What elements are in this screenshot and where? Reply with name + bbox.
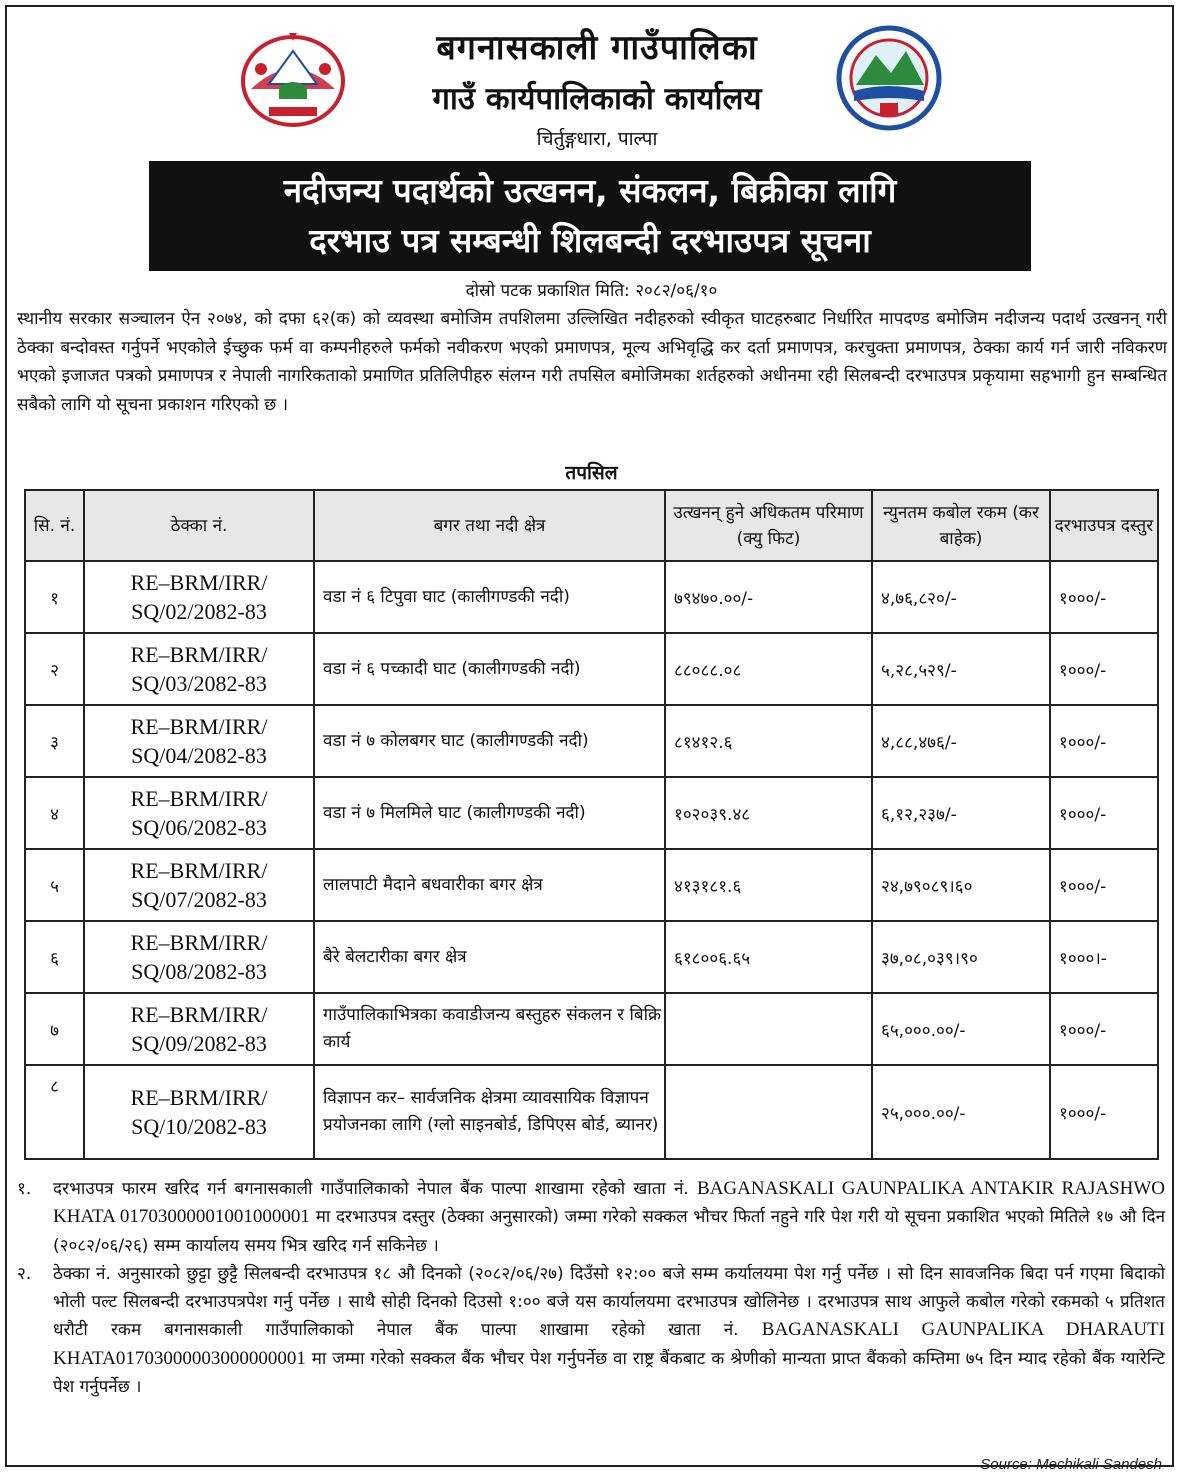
notes-section (17, 1175, 1165, 1401)
table-row (25, 561, 1158, 633)
note-text-part-2: मा दरभाउपत्र दस्तुर (ठेक्का अनुसारको) जम्मा गरेको सक्कल भौचर फिर्ता नहुने गरि पेश गरी यो सूचना प्रकाशित भएको मितिले १७ औ दिन (२०८२/०६/२६) सम्म कार्यालय समय भित्र खरिद गर्न सकिनेछ । (53, 1207, 1166, 1256)
row-quantity: ४१३१८१.६ (665, 849, 872, 921)
row-quantity: १०२०३९.४८ (665, 777, 872, 849)
contract-no-line-1: RE–BRM/IRR/ (130, 786, 268, 811)
row-fee: १०००/- (1050, 1065, 1158, 1159)
contract-no-line-2: SQ/09/2082-83 (131, 1031, 267, 1056)
banner-line-1: नदीजन्य पदार्थको उत्खनन, संकलन, बिक्रीका लागि (283, 171, 897, 210)
note-text-part-1: ठेक्का नं. अनुसारको छुट्टा छुट्टै सिलबन्दी दरभाउपत्र १८ औ दिनको (२०८२/०६/२७) दिउँसो १२:०० बजे सम्म कर्यालयमा पेश गर्नु पर्नेछ । सो दिन सावजनिक बिदा पर्न गएमा बिदाको भोली पल्ट सिलबन्दी दरभाउपत्रपेश गर्नु पर्नेछ । साथै सोही दिनको दिउसो १:०० बजे यस कार्यालयमा दरभाउपत्र खोलिनेछ । दरभाउपत्र साथ आफुले कबोल गरेको रकमको ५ प्रतिशत धरौटी रकम बगनासकाली गाउँपालिकाको नेपाल बैंक पाल्पा शाखामा रहेको खाता नं. (53, 1263, 1165, 1341)
row-quantity: ६१८००६.६५ (665, 921, 872, 993)
note-text-part-1: दरभाउपत्र फारम खरिद गर्न बगनासकाली गाउँपालिकाको नेपाल बैंक पाल्पा शाखामा रहेको खाता नं. (53, 1179, 689, 1199)
row-area: वडा नं ६ टिपुवा घाट (कालीगण्डकी नदी) (314, 561, 665, 633)
contract-no-line-2: SQ/10/2082-83 (131, 1114, 267, 1139)
row-quantity (665, 993, 872, 1065)
contract-no-line-1: RE–BRM/IRR/ (130, 642, 268, 667)
row-amount: ४,८८,४७६/- (872, 705, 1050, 777)
note-text-part-2: मा जम्मा गरेको सक्कल बैंक भौचर पेश गर्नुपर्नेछ वा राष्ट्र बैंकबाट क श्रेणीको मान्यता प्राप्त बैंकको कम्तिमा ७५ दिन म्याद रहेको बैंक ग्यारेन्टि पेश गर्नुपर्नेछ । (53, 1348, 1166, 1398)
table-row (25, 921, 1158, 993)
row-area: लालपाटी मैदाने बधवारीका बगर क्षेत्र (314, 849, 665, 921)
row-area: वडा नं ७ कोलबगर घाट (कालीगण्डकी नदी) (314, 705, 665, 777)
publish-date: दोस्रो पटक प्रकाशित मिति: २०८२/०६/१० (465, 281, 718, 301)
notice-banner (149, 161, 1031, 271)
office-location: चिर्तुङ्गधारा, पाल्पा (536, 128, 658, 150)
contract-no-line-2: SQ/03/2082-83 (131, 671, 267, 696)
row-amount: २५,०००.००/- (872, 1065, 1050, 1159)
row-fee: १०००।- (1050, 921, 1158, 993)
row-area: वडा नं ६ पच्कादी घाट (कालीगण्डकी नदी) (314, 633, 665, 705)
row-contract-no (84, 849, 314, 921)
note-item (17, 1260, 1165, 1401)
row-contract-no (84, 921, 314, 993)
row-fee: १०००/- (1050, 633, 1158, 705)
row-fee: १०००/- (1050, 777, 1158, 849)
notice-page (5, 5, 1174, 1473)
row-quantity: ७९४७०.००/- (665, 561, 872, 633)
contract-no-line-1: RE–BRM/IRR/ (130, 858, 268, 883)
row-area: वडा नं ७ मिलमिले घाट (कालीगण्डकी नदी) (314, 777, 665, 849)
row-contract-no (84, 777, 314, 849)
row-sn: २ (25, 633, 84, 705)
row-contract-no (84, 705, 314, 777)
contract-no-line-1: RE–BRM/IRR/ (130, 930, 268, 955)
row-area: गाउँपालिकाभित्रका कवाडीजन्य बस्तुहरु संकलन र बिक्रि कार्य (314, 993, 665, 1065)
municipality-logo-icon (836, 25, 942, 131)
note-number: १. (17, 1179, 32, 1199)
contract-no-line-2: SQ/06/2082-83 (131, 815, 267, 840)
intro-paragraph: स्थानीय सरकार सञ्चालन ऐन २०७४, को दफा ६२(क) को व्यवस्था बमोजिम तपशिलमा उल्लिखित नदीहरुको स्वीकृत घाटहरुबाट निर्धारित मापदण्ड बमोजिम नदीजन्य पदार्थ उत्खनन् गरी ठेक्का बन्दोवस्त गर्नुपर्ने भएकोले ईच्छुक फर्म वा कम्पनीहरुले फर्मको नवीकरण भएको प्रमाणपत्र, मूल्य अभिवृद्धि कर दर्ता प्रमाणपत्र, करचुक्ता प्रमाणपत्र, ठेक्का कार्य गर्न जारी नविकरण भएको इजाजत पत्रको प्रमाणपत्र र नेपाली नागरिकताको प्रमाणित प्रतिलिपीहरु संलग्न गरी तपसिल बमोजिमका शर्तहरुको अधीनमा रही सिलबन्दी दरभाउपत्र प्रकृयामा सहभागी हुन सम्बन्धित सबैको लागि यो सूचना प्रकाशन गरिएको छ । (17, 309, 1167, 415)
row-amount: ६५,०००.००/- (872, 993, 1050, 1065)
account-number: BAGANASKALI GAUNPALIKA ANTAKIR RAJASHWO KHATA 01703000001001000001 (53, 1178, 1165, 1228)
table-row (25, 849, 1158, 921)
table-row (25, 993, 1158, 1065)
row-area: बैरे बेलटारीका बगर क्षेत्र (314, 921, 665, 993)
row-sn: ५ (25, 849, 84, 921)
row-amount: ५,२८,५२९/- (872, 633, 1050, 705)
row-sn: १ (25, 561, 84, 633)
row-quantity (665, 1065, 872, 1159)
contract-no-line-1: RE–BRM/IRR/ (130, 570, 268, 595)
row-contract-no (84, 633, 314, 705)
header-area: बगर तथा नदी क्षेत्र (314, 490, 665, 561)
row-contract-no (84, 561, 314, 633)
row-sn: ३ (25, 705, 84, 777)
row-quantity: ८८०८८.०८ (665, 633, 872, 705)
row-contract-no (84, 993, 314, 1065)
row-fee: १०००/- (1050, 993, 1158, 1065)
row-quantity: ८१४१२.६ (665, 705, 872, 777)
tender-table (24, 489, 1159, 1160)
note-text (53, 1260, 1165, 1401)
row-sn: ८ (25, 1065, 84, 1159)
table-row (25, 1065, 1158, 1159)
banner-line-2: दरभाउ पत्र सम्बन्धी शिलबन्दी दरभाउपत्र सूचना (309, 221, 871, 260)
contract-no-line-2: SQ/02/2082-83 (131, 599, 267, 624)
table-title: तपसिल (565, 462, 618, 484)
source-credit: Source: Mechikali Sandesh (980, 1456, 1162, 1473)
row-fee: १०००/- (1050, 849, 1158, 921)
contract-no-line-2: SQ/07/2082-83 (131, 887, 267, 912)
note-number: २. (17, 1263, 32, 1284)
header-fee: दरभाउपत्र दस्तुर (1050, 490, 1158, 561)
row-sn: ४ (25, 777, 84, 849)
nepal-emblem-icon (239, 29, 347, 127)
row-fee: १०००/- (1050, 561, 1158, 633)
row-amount: ६,१२,२३७/- (872, 777, 1050, 849)
row-amount: ३७,०८,०३९।९० (872, 921, 1050, 993)
contract-no-line-2: SQ/04/2082-83 (131, 743, 267, 768)
row-fee: १०००/- (1050, 705, 1158, 777)
account-number: BAGANASKALI GAUNPALIKA DHARAUTI KHATA01703000003000000001 (53, 1319, 1165, 1369)
contract-no-line-1: RE–BRM/IRR/ (130, 714, 268, 739)
row-amount: ४,७६,८२०/- (872, 561, 1050, 633)
header-min-amount: न्युनतम कबोल रकम (कर बाहेक) (872, 490, 1050, 561)
row-amount: २४,७९०८९।६० (872, 849, 1050, 921)
row-area: विज्ञापन कर– सार्वजनिक क्षेत्रमा व्यावसायिक विज्ञापन प्रयोजनका लागि (ग्लो साइनबोर्ड, डिपिएस बोर्ड, ब्यानर) (314, 1065, 665, 1159)
row-contract-no (84, 1065, 314, 1159)
office-title: गाउँ कार्यपालिकाको कार्यालय (432, 81, 762, 117)
contract-no-line-2: SQ/08/2082-83 (131, 959, 267, 984)
table-row (25, 705, 1158, 777)
municipality-title: बगनासकाली गाउँपालिका (436, 28, 758, 68)
row-sn: ६ (25, 921, 84, 993)
contract-no-line-1: RE–BRM/IRR/ (130, 1002, 268, 1027)
note-item (17, 1175, 1165, 1260)
table-row (25, 777, 1158, 849)
table-header-row (25, 490, 1158, 561)
contract-no-line-1: RE–BRM/IRR/ (130, 1085, 268, 1110)
header-sn: सि. नं. (25, 490, 84, 561)
note-text (53, 1175, 1165, 1260)
header-quantity: उत्खनन् हुने अधिकतम परिमाण (क्यु फिट) (665, 490, 872, 561)
header-contract-no: ठेक्का नं. (84, 490, 314, 561)
table-row (25, 633, 1158, 705)
row-sn: ७ (25, 993, 84, 1065)
